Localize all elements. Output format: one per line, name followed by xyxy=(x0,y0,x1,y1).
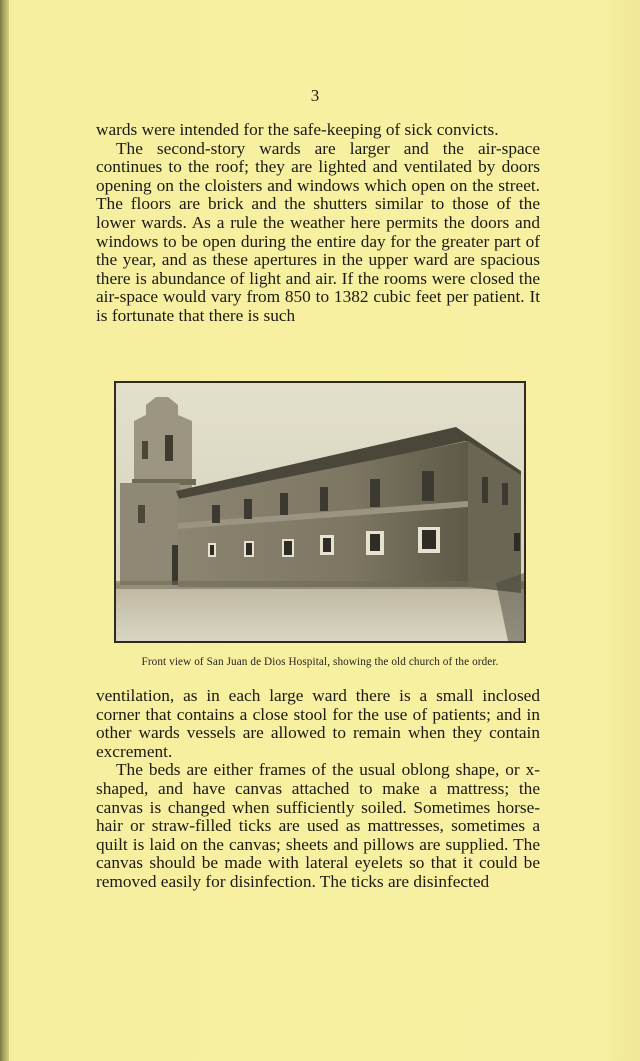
figure-caption: Front view of San Juan de Dios Hospital, showing the old church of the order. xyxy=(141,656,499,668)
page-binding-edge xyxy=(0,0,9,1061)
text-block-bottom xyxy=(96,687,540,892)
page-number: 3 xyxy=(310,86,320,105)
paragraph: wards were intended for the safe-keeping of sick convicts. xyxy=(96,120,499,139)
paragraph: ventilation, as in each large ward there is a small inclosed corner that contains a close stool for the use of patients; and in other wards vessels are allowed to remain when they contain excrement. xyxy=(96,686,540,761)
hospital-photograph xyxy=(114,381,526,643)
paragraph: The beds are either frames of the usual oblong shape, or x-shaped, and have canvas attached to make a mattress; the canvas is changed when sufficiently soiled. Sometimes horse-hair or straw-filled ticks are used as mattresses, sometimes a quilt is laid on the canvas; sheets and pillows are supplied. The canvas should be made with lateral eyelets so that it could be removed easily for disinfection. The ticks are disinfected xyxy=(96,760,540,891)
paragraph: The second-story wards are larger and the air-space continues to the roof; they are lighted and ventilated by doors opening on the cloisters and windows which open on the street. The floors are brick and the shutters similar to those of the lower wards. As a rule the weather here permits the doors and windows to be open during the entire day for the greater part of the year, and as these apertures in the upper ward are spacious there is abundance of light and air. If the rooms were closed the air-space would vary from 850 to 1382 cubic feet per patient. It is fortunate that there is such xyxy=(96,138,540,325)
text-block-top xyxy=(96,121,540,326)
